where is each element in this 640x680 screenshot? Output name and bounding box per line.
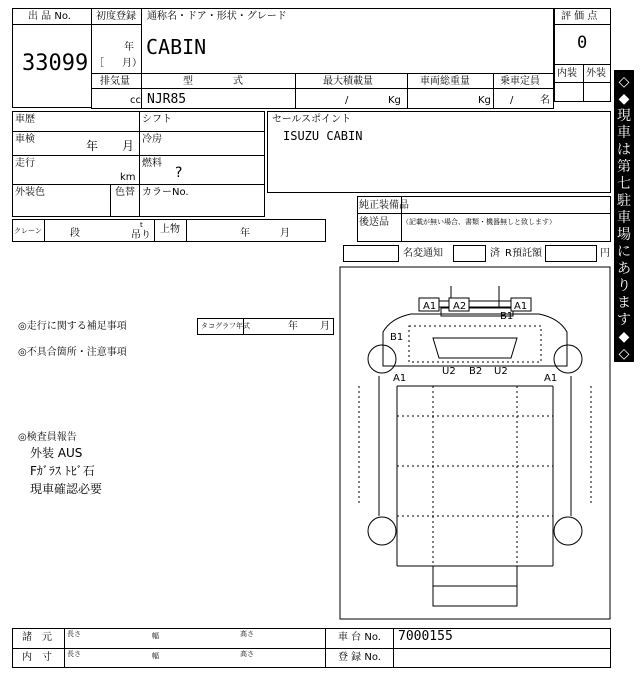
mark-b2: B2 xyxy=(469,366,483,377)
color-change-label: 色替 xyxy=(115,187,135,198)
lot-no-label: 出 品 No. xyxy=(28,11,71,22)
gross-weight-unit: Kg xyxy=(478,95,491,106)
first-reg-label: 初度登録 xyxy=(96,11,136,22)
max-load-label: 最大積載量 xyxy=(323,76,373,87)
name-change-label: 名変通知 xyxy=(403,248,443,259)
type-value: NJR85 xyxy=(147,92,187,107)
max-load-slash: / xyxy=(345,95,349,106)
crane-label: クレーン xyxy=(14,227,42,235)
mark-b1-left: B1 xyxy=(390,332,404,343)
score: 0 xyxy=(577,33,588,53)
mark-top-a2: A2 xyxy=(453,301,467,312)
inner-width: 幅 xyxy=(152,652,159,660)
mark-u2-right: U2 xyxy=(494,366,508,377)
gross-weight-label: 車両総重量 xyxy=(420,76,470,87)
recycle-fee-box xyxy=(545,245,597,262)
capacity-unit: 名 xyxy=(540,95,550,106)
color-no-label: カラーNo. xyxy=(142,187,189,198)
loading-month: 月 xyxy=(280,228,290,239)
recycle-fee-label: R預託額 xyxy=(505,248,542,259)
sales-point: ISUZU CABIN xyxy=(283,129,363,143)
inspector-line-2: Fｶﾞﾗｽ ﾄﾋﾞ石 xyxy=(30,464,95,478)
tachograph-label: タコグラフ年式 xyxy=(201,322,250,330)
mark-u2-left: U2 xyxy=(442,366,456,377)
reg-label: 登 録 No. xyxy=(338,652,381,663)
capacity-label: 乗車定員 xyxy=(500,76,540,87)
genuine-label: 純正装備品 xyxy=(359,200,409,211)
inspector-label: ◎検査員報告 xyxy=(18,432,77,443)
fuel-label: 燃料 xyxy=(142,158,162,169)
fuel-value: ? xyxy=(175,165,183,181)
inspection-label: 車検 xyxy=(15,134,35,145)
travel-label: ◎走行に関する補足事項 xyxy=(18,321,127,332)
model-label: 通称名・ドア・形状・グレード xyxy=(147,11,287,22)
chassis-label: 車 台 No. xyxy=(338,632,381,643)
inner-length: 長さ xyxy=(67,650,81,658)
chassis-no: 7000155 xyxy=(398,629,453,644)
crane-ton: 吊り xyxy=(131,230,151,241)
exterior-label: 外装 xyxy=(586,68,606,79)
model-name: CABIN xyxy=(146,35,207,59)
delivery-note: （記載が無い場合、書類・機器無しと致します） xyxy=(402,218,556,226)
sales-point-label: セールスポイント xyxy=(272,114,352,125)
dims-height: 高さ xyxy=(240,630,254,638)
mark-top-a1-right: A1 xyxy=(514,301,528,312)
delivery-label: 後送品 xyxy=(359,217,389,228)
loading-year: 年 xyxy=(240,228,250,239)
name-change-box xyxy=(343,245,399,262)
ext-color-label: 外装色 xyxy=(15,187,45,198)
inspector-line-1: 外装 AUS xyxy=(30,446,83,460)
name-change-check xyxy=(453,245,486,262)
dims-width: 幅 xyxy=(152,632,159,640)
crane-stage: 段 xyxy=(70,228,80,239)
recycle-label: 済 xyxy=(490,248,500,259)
first-reg-year: 年 xyxy=(124,42,134,53)
mark-a1-right: A1 xyxy=(544,373,558,384)
mark-b1-right: B1 xyxy=(500,311,514,322)
lot-no: 33099 xyxy=(22,51,89,76)
inspection-year: 年 xyxy=(86,139,99,153)
capacity-slash: / xyxy=(510,95,514,106)
first-reg-month: 月） xyxy=(122,58,142,69)
max-load-unit: Kg xyxy=(388,95,401,106)
interior-label: 内装 xyxy=(557,68,577,79)
tacho-year: 年 xyxy=(288,321,298,332)
displacement-label: 排気量 xyxy=(100,76,130,87)
score-label: 評 価 点 xyxy=(561,11,598,22)
mileage-label: 走行 xyxy=(15,158,35,169)
aircon-label: 冷房 xyxy=(142,134,162,145)
defects-label: ◎不具合箇所・注意事項 xyxy=(18,347,127,358)
dims-length: 長さ xyxy=(67,630,81,638)
displacement-unit: cc xyxy=(130,95,141,106)
loading-label: 上物 xyxy=(160,224,180,235)
dims-label: 諸 元 xyxy=(22,632,52,643)
history-label: 車歴 xyxy=(15,114,35,125)
mark-a1-left: A1 xyxy=(393,373,407,384)
crane-ton-t: t xyxy=(140,221,143,229)
tacho-month: 月 xyxy=(320,321,330,332)
interior-dims-label: 内 寸 xyxy=(22,652,52,663)
yen-label: 円 xyxy=(600,248,610,259)
inspection-month: 月 xyxy=(122,139,135,153)
mark-top-a1-left: A1 xyxy=(423,301,437,312)
mileage-unit: km xyxy=(120,172,136,183)
first-reg-bracket: ［ xyxy=(94,58,104,69)
inspector-line-3: 現車確認必要 xyxy=(30,482,103,496)
parking-notice-banner xyxy=(614,70,634,362)
vehicle-diagram xyxy=(339,266,611,620)
parking-notice-text: ◇◆現車は第七駐車場にあります◆◇ xyxy=(617,74,631,362)
shift-label: シフト xyxy=(142,114,172,125)
type-label: 型 式 xyxy=(183,76,243,87)
inner-height: 高さ xyxy=(240,650,254,658)
